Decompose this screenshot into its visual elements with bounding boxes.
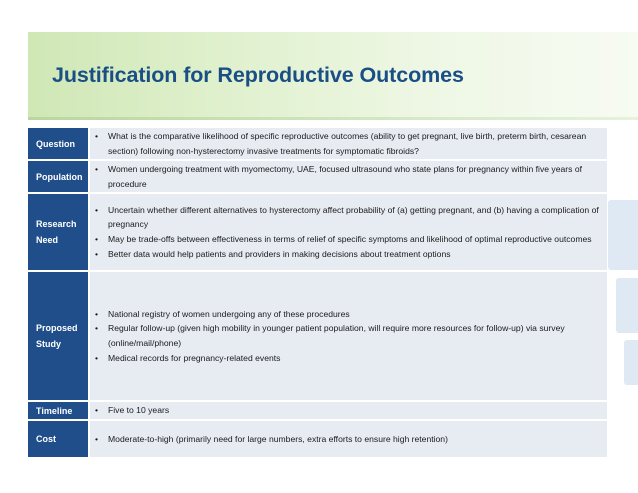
list-item: • Regular follow-up (given high mobility in younger patient population, will require more resources for follow-up) via survey (online/mail/phone) — [95, 321, 603, 350]
row-proposed-study — [28, 272, 607, 400]
row-label-question: Question — [28, 128, 88, 159]
row-content-timeline — [90, 402, 607, 419]
list-item: • Women undergoing treatment with myomectomy, UAE, focused ultrasound who state plans for pregnancy within five years of procedure — [95, 162, 603, 191]
row-label-proposed-study: Proposed Study — [28, 272, 88, 400]
list-item: • Uncertain whether different alternatives to hysterectomy affect probability of (a) getting pregnant, and (b) having a complication of pregnancy — [95, 203, 603, 232]
list-item: • What is the comparative likelihood of specific reproductive outcomes (ability to get pregnant, live birth, preterm birth, cesarean section) following non-hysterectomy invasive treatments for symptomatic fibroids? — [95, 129, 603, 158]
row-content-question — [90, 128, 607, 159]
row-label-research-need: Research Need — [28, 194, 88, 270]
row-content-proposed-study — [90, 272, 607, 400]
row-label-population: Population — [28, 161, 88, 192]
row-cost — [28, 421, 607, 457]
header-divider — [28, 117, 638, 120]
row-content-cost — [90, 421, 607, 457]
list-item: • May be trade-offs between effectiveness in terms of relief of specific symptoms and likelihood of optimal reproductive outcomes — [95, 232, 603, 247]
row-population — [28, 161, 607, 192]
row-timeline — [28, 402, 607, 419]
list-item: • Better data would help patients and providers in making decisions about treatment options — [95, 247, 603, 262]
list-item: • National registry of women undergoing any of these procedures — [95, 307, 603, 322]
row-content-population — [90, 161, 607, 192]
row-label-cost: Cost — [28, 421, 88, 457]
row-content-research-need — [90, 194, 607, 270]
row-research-need — [28, 194, 607, 270]
justification-table — [28, 128, 607, 459]
row-question — [28, 128, 607, 159]
list-item: • Moderate-to-high (primarily need for large numbers, extra efforts to ensure high retention) — [95, 432, 603, 447]
slide-title: Justification for Reproductive Outcomes — [52, 63, 464, 87]
decorative-side-tabs — [608, 200, 638, 385]
list-item: • Five to 10 years — [95, 403, 603, 418]
list-item: • Medical records for pregnancy-related events — [95, 351, 603, 366]
row-label-timeline: Timeline — [28, 402, 88, 419]
